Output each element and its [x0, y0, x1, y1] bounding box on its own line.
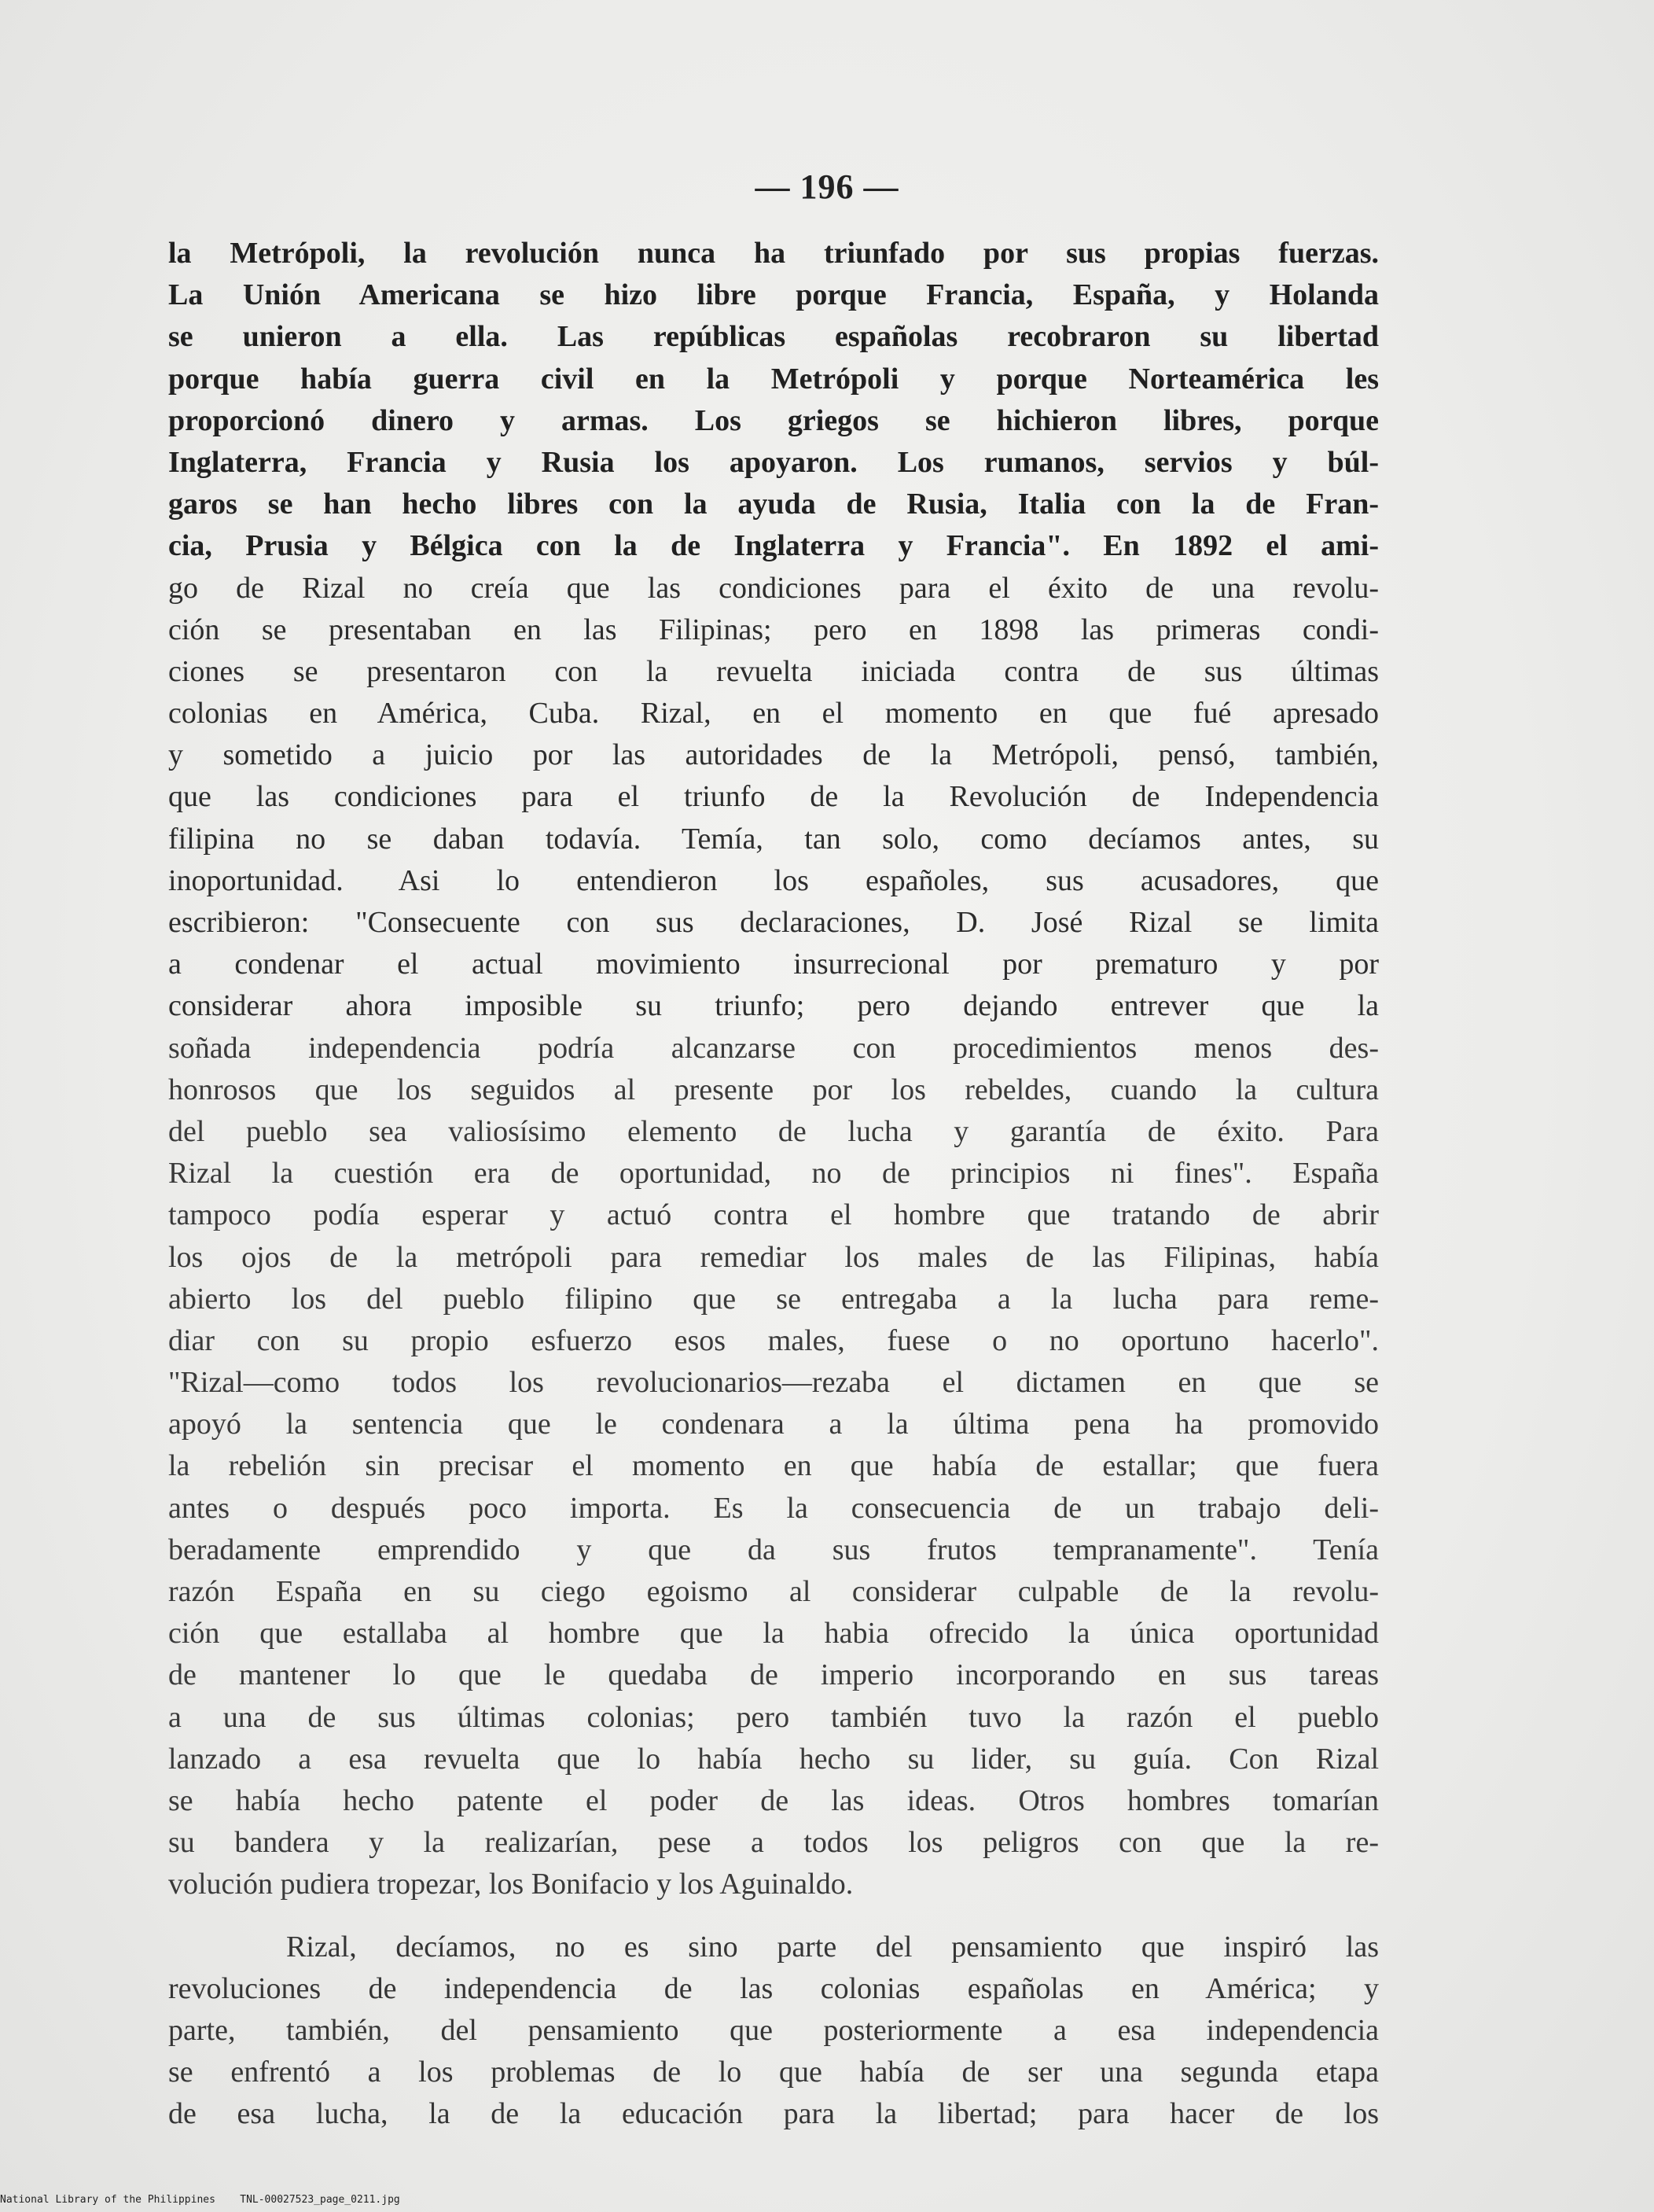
text-line: a una de sus últimas colonias; pero también tuvo la razón el pueblo [168, 1700, 1379, 1734]
text-line: La Unión Americana se hizo libre porque Francia, España, y Holanda [168, 278, 1379, 312]
text-line: del pueblo sea valiosísimo elemento de lucha y garantía de éxito. Para [168, 1114, 1379, 1148]
text-line: de mantener lo que le quedaba de imperio incorporando en sus tareas [168, 1658, 1379, 1692]
page-number: — 196 — [755, 167, 899, 206]
text-line: de esa lucha, la de la educación para la libertad; para hacer de los [168, 2097, 1379, 2131]
text-line: la Metrópoli, la revolución nunca ha triunfado por sus propias fuerzas. [168, 237, 1379, 270]
text-line: ción que estallaba al hombre que la habia ofrecido la única oportunidad [168, 1617, 1379, 1651]
text-line: garos se han hecho libres con la ayuda de Rusia, Italia con la de Fran- [168, 488, 1379, 521]
text-line: proporcionó dinero y armas. Los griegos se hichieron libres, porque [168, 403, 1379, 437]
text-line: cia, Prusia y Bélgica con la de Inglaterra y Francia". En 1892 el ami- [168, 529, 1379, 563]
text-line: inoportunidad. Asi lo entendieron los españoles, sus acusadores, que [168, 863, 1379, 897]
text-line: porque había guerra civil en la Metrópoli y porque Norteamérica les [168, 362, 1379, 396]
text-line: que las condiciones para el triunfo de la Revolución de Independencia [168, 780, 1379, 814]
text-line: parte, también, del pensamiento que posteriormente a esa independencia [168, 2013, 1379, 2047]
text-line: se enfrentó a los problemas de lo que había de ser una segunda etapa [168, 2056, 1379, 2089]
text-line: a condenar el actual movimiento insurrecional por prematuro y por [168, 948, 1379, 981]
text-line: colonias en América, Cuba. Rizal, en el momento en que fué apresado [168, 697, 1379, 731]
text-line: lanzado a esa revuelta que lo había hecho su lider, su guía. Con Rizal [168, 1742, 1379, 1776]
text-line: tampoco podía esperar y actuó contra el hombre que tratando de abrir [168, 1198, 1379, 1232]
text-line: diar con su propio esfuerzo esos males, fuese o no oportuno hacerlo". [168, 1323, 1379, 1357]
text-line: apoyó la sentencia que le condenara a la última pena ha promovido [168, 1408, 1379, 1441]
archive-credit: National Library of the Philippines TNL-00027523_page_0211.jpg [0, 2194, 400, 2206]
text-line: Rizal, decíamos, no es sino parte del pensamiento que inspiró las [286, 1930, 1379, 1964]
text-line: escribieron: "Consecuente con sus declaraciones, D. José Rizal se limita [168, 906, 1379, 939]
text-line: los ojos de la metrópoli para remediar los males de las Filipinas, había [168, 1240, 1379, 1274]
text-line: revoluciones de independencia de las colonias españolas en América; y [168, 1971, 1379, 2005]
text-line: Rizal la cuestión era de oportunidad, no de principios ni fines". España [168, 1157, 1379, 1191]
text-line: antes o después poco importa. Es la consecuencia de un trabajo deli- [168, 1491, 1379, 1525]
text-line: considerar ahora imposible su triunfo; pero dejando entrever que la [168, 989, 1379, 1023]
text-line: se unieron a ella. Las repúblicas españolas recobraron su libertad [168, 320, 1379, 354]
text-line: su bandera y la realizarían, pese a todos los peligros con que la re- [168, 1826, 1379, 1860]
text-line: beradamente emprendido y que da sus frutos tempranamente". Tenía [168, 1533, 1379, 1566]
text-line: filipina no se daban todavía. Temía, tan solo, como decíamos antes, su [168, 822, 1379, 856]
text-line: se había hecho patente el poder de las ideas. Otros hombres tomarían [168, 1783, 1379, 1817]
text-line: "Rizal—como todos los revolucionarios—rezaba el dictamen en que se [168, 1366, 1379, 1400]
text-line: y sometido a juicio por las autoridades de la Metrópoli, pensó, también, [168, 738, 1379, 772]
paragraph-gap [168, 1906, 1379, 1927]
paragraph-1 [168, 233, 1379, 1906]
text-line: ción se presentaban en las Filipinas; pero en 1898 las primeras condi- [168, 613, 1379, 646]
text-line: honrosos que los seguidos al presente por los rebeldes, cuando la cultura [168, 1073, 1379, 1106]
text-line: soñada independencia podría alcanzarse con procedimientos menos des- [168, 1031, 1379, 1065]
text-line: la rebelión sin precisar el momento en que había de estallar; que fuera [168, 1449, 1379, 1483]
body-text [168, 233, 1379, 2135]
text-line: Inglaterra, Francia y Rusia los apoyaron. Los rumanos, servios y búl- [168, 445, 1379, 479]
text-line: volución pudiera tropezar, los Bonifacio y los Aguinaldo. [168, 1868, 854, 1901]
text-line: ciones se presentaron con la revuelta iniciada contra de sus últimas [168, 654, 1379, 688]
text-line: razón España en su ciego egoismo al considerar culpable de la revolu- [168, 1575, 1379, 1608]
text-line: abierto los del pueblo filipino que se entregaba a la lucha para reme- [168, 1282, 1379, 1316]
text-line: go de Rizal no creía que las condiciones para el éxito de una revolu- [168, 571, 1379, 605]
paragraph-2 [168, 1927, 1379, 2136]
